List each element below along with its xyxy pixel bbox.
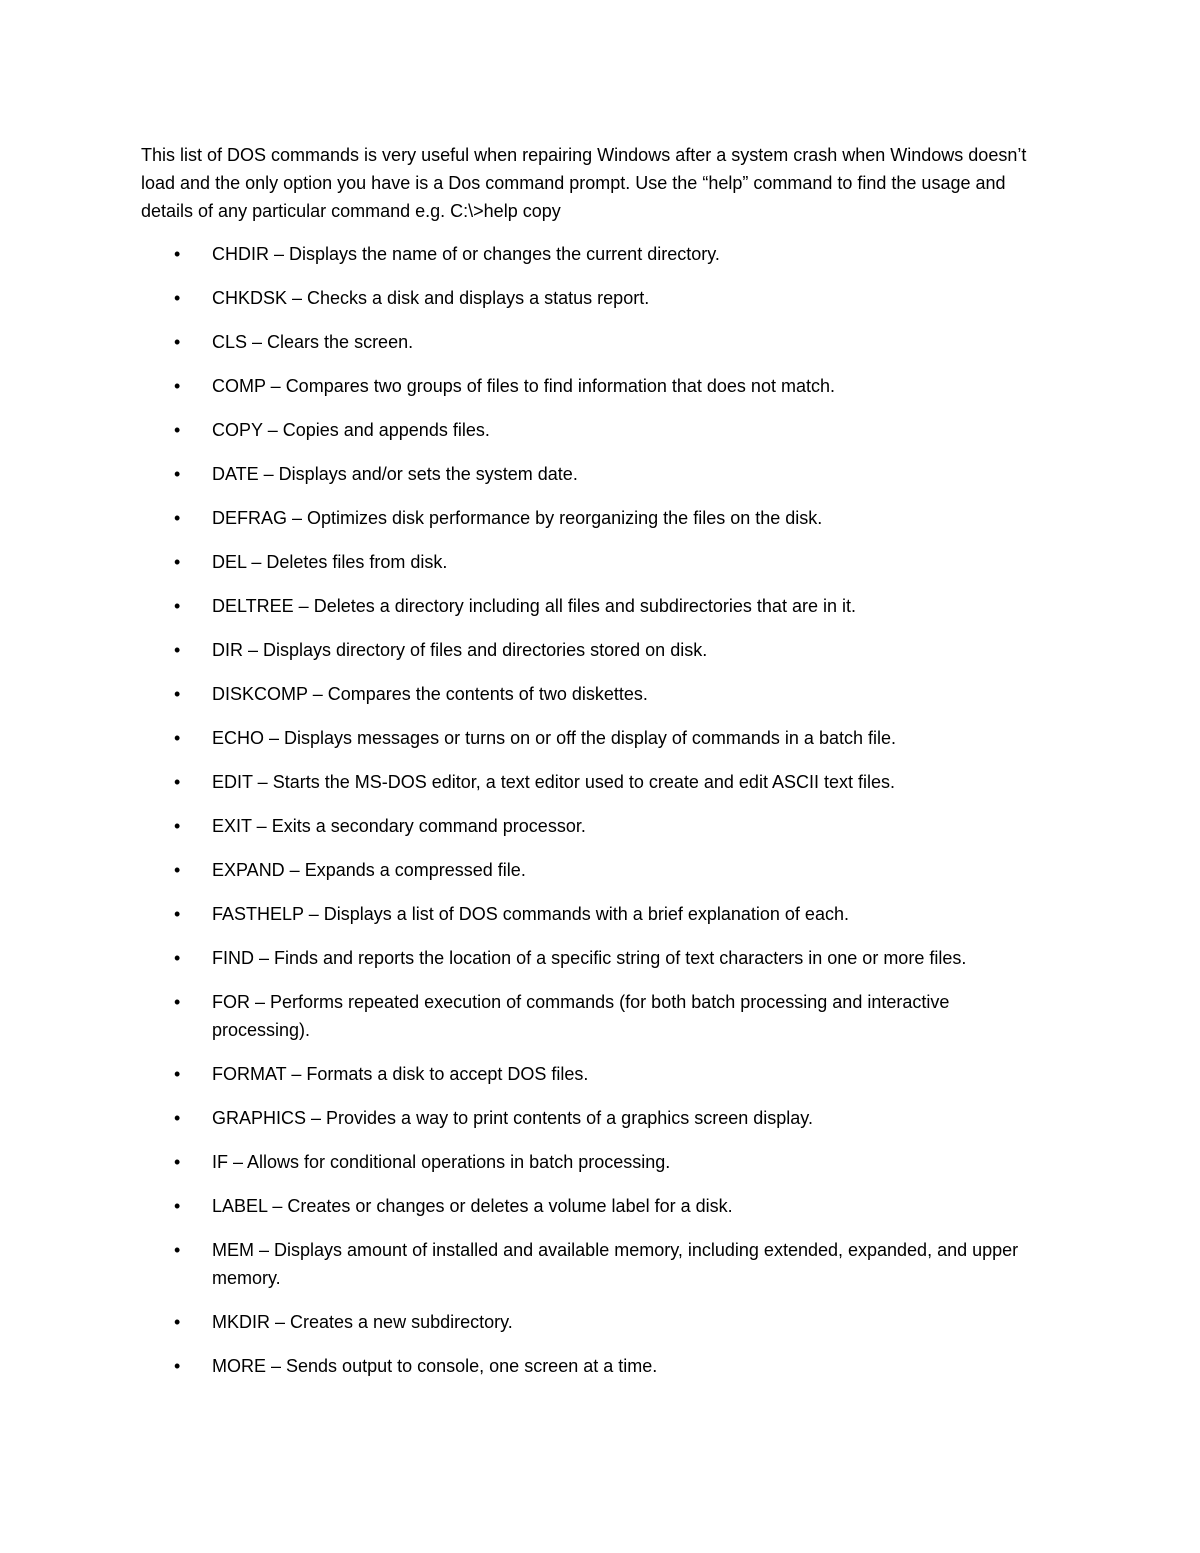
command-list-item	[0, 504, 1052, 532]
command-description: MEM – Displays amount of installed and available memory, including extended, expanded, and upper memory.	[212, 1240, 1019, 1288]
command-list-item	[0, 680, 1052, 708]
command-list-item	[0, 1104, 1052, 1132]
command-list-item	[0, 724, 1052, 752]
bullet-icon: •	[174, 1152, 181, 1172]
intro-paragraph: This list of DOS commands is very useful when repairing Windows after a system crash when Windows doesn’t load and the only option you have is a Dos command prompt. Use the “help” command to find the usage and details of any particular command e.g. C:\>help copy	[141, 145, 1027, 221]
command-description: FASTHELP – Displays a list of DOS commands with a brief explanation of each.	[212, 904, 849, 924]
command-list-item	[0, 416, 1052, 444]
command-list-item	[0, 1308, 1052, 1336]
bullet-icon: •	[174, 772, 181, 792]
bullet-icon: •	[174, 728, 181, 748]
command-description: DEFRAG – Optimizes disk performance by reorganizing the files on the disk.	[212, 508, 823, 528]
bullet-icon: •	[174, 1108, 181, 1128]
bullet-icon: •	[174, 684, 181, 704]
bullet-icon: •	[174, 904, 181, 924]
bullet-icon: •	[174, 948, 181, 968]
command-list-item	[0, 1148, 1052, 1176]
command-description: LABEL – Creates or changes or deletes a volume label for a disk.	[212, 1196, 733, 1216]
command-list-item	[0, 592, 1052, 620]
bullet-icon: •	[174, 552, 181, 572]
command-description: MORE – Sends output to console, one screen at a time.	[212, 1356, 658, 1376]
command-list-item	[0, 636, 1052, 664]
command-description: COMP – Compares two groups of files to find information that does not match.	[212, 376, 835, 396]
command-list	[0, 240, 1200, 1396]
command-list-item	[0, 944, 1052, 972]
command-list-item	[0, 812, 1052, 840]
command-description: MKDIR – Creates a new subdirectory.	[212, 1312, 513, 1332]
command-list-item	[0, 328, 1052, 356]
command-list-item	[0, 900, 1052, 928]
bullet-icon: •	[174, 816, 181, 836]
bullet-icon: •	[174, 596, 181, 616]
command-description: DELTREE – Deletes a directory including all files and subdirectories that are in it.	[212, 596, 856, 616]
bullet-icon: •	[174, 1196, 181, 1216]
command-description: DISKCOMP – Compares the contents of two diskettes.	[212, 684, 648, 704]
command-list-item	[0, 460, 1052, 488]
command-list-item	[0, 856, 1052, 884]
command-description: EXPAND – Expands a compressed file.	[212, 860, 526, 880]
command-list-item	[0, 1192, 1052, 1220]
command-description: EDIT – Starts the MS-DOS editor, a text editor used to create and edit ASCII text files.	[212, 772, 895, 792]
command-description: CHKDSK – Checks a disk and displays a status report.	[212, 288, 650, 308]
command-description: FIND – Finds and reports the location of a specific string of text characters in one or more files.	[212, 948, 967, 968]
bullet-icon: •	[174, 1312, 181, 1332]
command-description: ECHO – Displays messages or turns on or off the display of commands in a batch file.	[212, 728, 896, 748]
command-description: CLS – Clears the screen.	[212, 332, 414, 352]
command-description: DATE – Displays and/or sets the system date.	[212, 464, 578, 484]
bullet-icon: •	[174, 640, 181, 660]
command-list-item	[0, 372, 1052, 400]
command-list-item	[0, 240, 1052, 268]
command-list-item	[0, 768, 1052, 796]
bullet-icon: •	[174, 860, 181, 880]
bullet-icon: •	[174, 332, 181, 352]
bullet-icon: •	[174, 464, 181, 484]
command-list-item	[0, 284, 1052, 312]
command-list-item	[0, 548, 1052, 576]
command-description: CHDIR – Displays the name of or changes the current directory.	[212, 244, 720, 264]
command-description: EXIT – Exits a secondary command processor.	[212, 816, 586, 836]
command-description: GRAPHICS – Provides a way to print contents of a graphics screen display.	[212, 1108, 813, 1128]
command-list-item	[0, 1060, 1052, 1088]
command-list-item	[0, 1236, 1052, 1292]
command-description: FORMAT – Formats a disk to accept DOS files.	[212, 1064, 589, 1084]
bullet-icon: •	[174, 288, 181, 308]
command-list-item	[0, 1352, 1052, 1380]
command-description: COPY – Copies and appends files.	[212, 420, 490, 440]
bullet-icon: •	[174, 1064, 181, 1084]
bullet-icon: •	[174, 1240, 181, 1260]
command-description: FOR – Performs repeated execution of commands (for both batch processing and interactive processing).	[212, 992, 950, 1040]
command-description: IF – Allows for conditional operations in batch processing.	[212, 1152, 671, 1172]
bullet-icon: •	[174, 420, 181, 440]
bullet-icon: •	[174, 376, 181, 396]
bullet-icon: •	[174, 244, 181, 264]
command-list-item	[0, 988, 1052, 1044]
bullet-icon: •	[174, 992, 181, 1012]
bullet-icon: •	[174, 1356, 181, 1376]
bullet-icon: •	[174, 508, 181, 528]
command-description: DEL – Deletes files from disk.	[212, 552, 448, 572]
command-description: DIR – Displays directory of files and directories stored on disk.	[212, 640, 708, 660]
